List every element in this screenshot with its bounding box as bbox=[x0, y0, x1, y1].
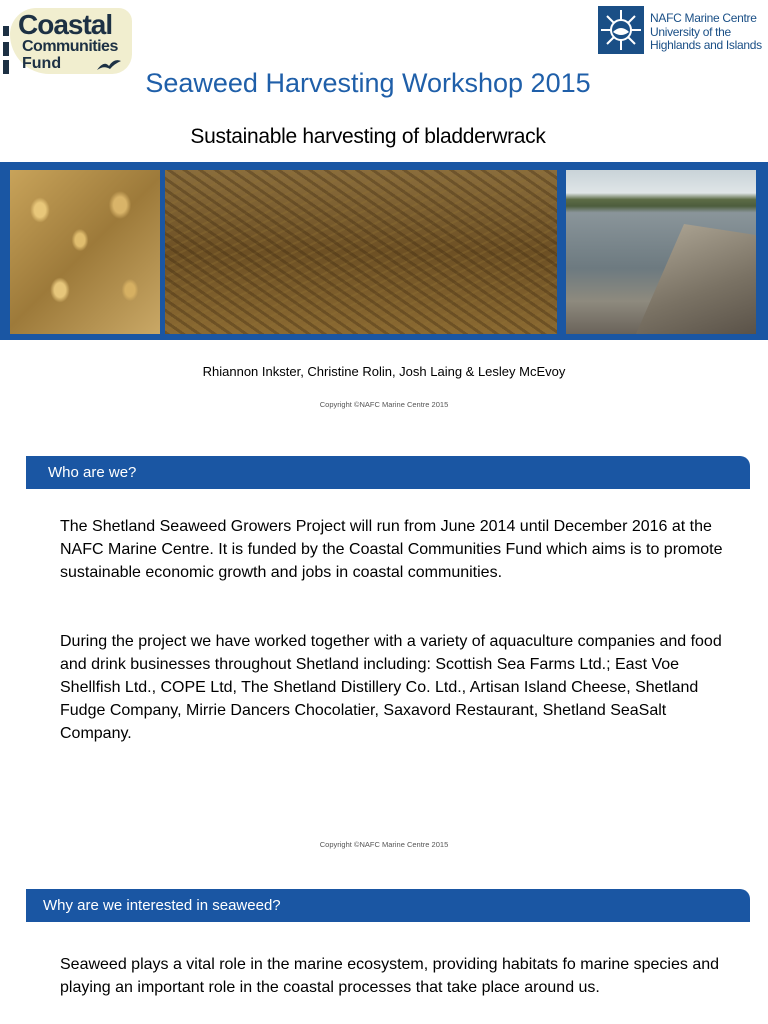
photo-banner bbox=[0, 162, 768, 340]
paragraph: The Shetland Seaweed Growers Project will run from June 2014 until December 2016 at the NAFC Marine Centre. It is funded by the Coastal Communities Fund which aims is to promote sustainable economic growth and jobs in coastal communities. bbox=[60, 518, 723, 581]
logo-bar bbox=[3, 26, 9, 36]
section-heading-who-are-we bbox=[26, 456, 750, 489]
nafc-name: NAFC Marine Centre bbox=[650, 11, 757, 25]
section-heading-why-seaweed bbox=[26, 889, 750, 922]
logo-text-coastal: Coastal bbox=[18, 9, 113, 40]
seaweed-bed-photo bbox=[165, 170, 557, 334]
copyright-notice: Copyright ©NAFC Marine Centre 2015 bbox=[319, 400, 449, 409]
page-subtitle: Sustainable harvesting of bladderwrack bbox=[190, 125, 546, 148]
nafc-marine-centre-logo bbox=[598, 6, 768, 58]
logo-text-fund: Fund bbox=[22, 55, 62, 72]
logo-bar bbox=[3, 42, 9, 56]
paragraph: During the project we have worked together with a variety of aquaculture companies and food and drink businesses throughout Shetland including: Scottish Sea Farms Ltd.; East Voe Shellfish Ltd., COPE Ltd, The Shetland Distillery Co. Ltd., Artisan Island Cheese, Shetland Fudge Company, Mirrie Dancers Chocolatier, Saxavord Restaurant, Shetland SeaSalt Company. bbox=[60, 633, 722, 742]
logo-text-communities: Communities bbox=[22, 38, 118, 55]
coastline-photo bbox=[566, 170, 756, 334]
copyright-notice: Copyright ©NAFC Marine Centre 2015 bbox=[319, 840, 449, 849]
authors-line: Rhiannon Inkster, Christine Rolin, Josh Laing & Lesley McEvoy bbox=[202, 364, 566, 379]
section-heading-text: Why are we interested in seaweed? bbox=[43, 897, 281, 914]
bladderwrack-closeup-photo bbox=[10, 170, 160, 334]
rock-shore bbox=[636, 224, 756, 334]
nafc-university-line1: University of the bbox=[650, 25, 731, 39]
paragraph: Seaweed plays a vital role in the marine ecosystem, providing habitats fo marine species and playing an important role in the coastal processes that take place around us. bbox=[60, 956, 720, 996]
section-heading-text: Who are we? bbox=[48, 464, 137, 481]
page-title: Seaweed Harvesting Workshop 2015 bbox=[145, 68, 591, 98]
nafc-university-line2: Highlands and Islands bbox=[650, 38, 762, 52]
nafc-emblem-icon bbox=[598, 6, 644, 54]
